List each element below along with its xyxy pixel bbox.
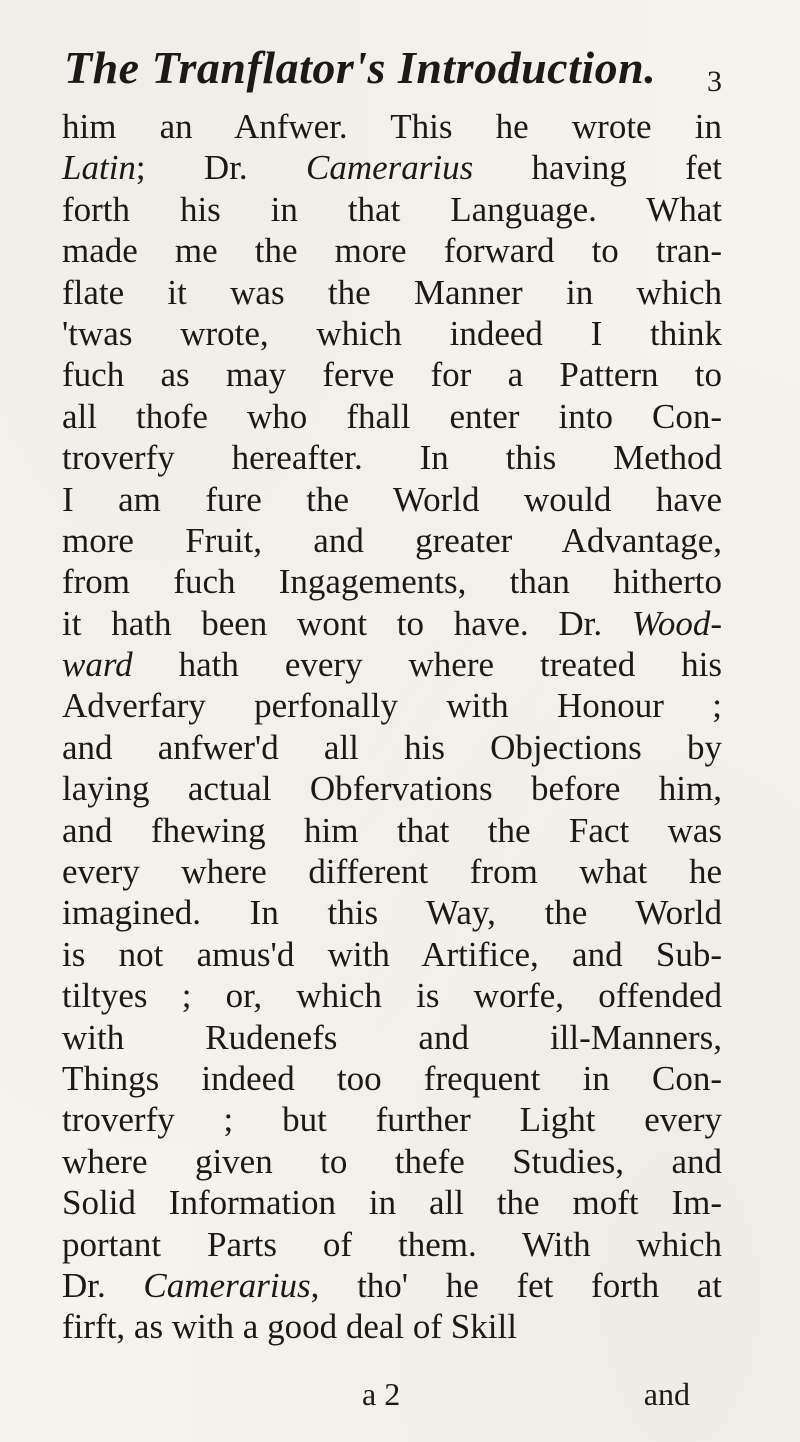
text-run: , tho' he fet forth at: [310, 1265, 723, 1305]
text-run: from fuch Ingagements, than hitherto: [62, 562, 722, 602]
text-run: flate it was the Manner in which: [62, 272, 722, 312]
text-run: Latin: [62, 148, 136, 188]
text-run: tiltyes ; or, which is worfe, offended: [62, 976, 722, 1016]
text-run: Solid Information in all the moft Im-: [62, 1183, 722, 1223]
text-run: 'twas wrote, which indeed I think: [62, 313, 722, 353]
running-head-title: The Tranflator's Introduction.: [64, 42, 657, 93]
text-line: [62, 561, 722, 602]
text-line: [62, 685, 722, 726]
text-run: troverfy hereafter. In this Method: [62, 438, 722, 478]
text-line: [62, 1182, 722, 1223]
text-run: Adverfary perfonally with Honour ;: [62, 686, 722, 726]
text-line: [62, 1306, 722, 1347]
text-run: I am fure the World would have: [62, 479, 722, 519]
text-run: him an Anfwer. This he wrote in: [62, 107, 722, 146]
text-line: [62, 1224, 722, 1265]
signature-mark: a 2: [362, 1376, 401, 1412]
text-line: [62, 479, 722, 520]
text-run: Camerarius: [305, 148, 474, 188]
text-run: ; Dr.: [135, 148, 306, 188]
text-line: [62, 727, 722, 768]
text-run: hath every where treated his: [132, 645, 722, 685]
text-run: firft, as with a good deal of Skill: [62, 1307, 517, 1347]
footer-line: [62, 1372, 722, 1416]
text-run: Wood-: [631, 603, 722, 643]
text-line: [62, 1141, 722, 1182]
text-run: Things indeed too frequent in Con-: [62, 1058, 722, 1098]
text-run: it hath been wont to have. Dr.: [62, 603, 632, 643]
text-line: [62, 603, 722, 644]
text-run: ward: [62, 645, 133, 685]
text-run: having fet: [473, 148, 722, 188]
text-run: portant Parts of them. With which: [62, 1224, 722, 1264]
text-line: [62, 810, 722, 851]
text-run: laying actual Obfervations before him,: [62, 769, 722, 809]
page-number: 3: [707, 65, 722, 98]
text-line: [62, 1099, 722, 1140]
text-run: with Rudenefs and ill-Manners,: [62, 1017, 722, 1057]
text-run: imagined. In this Way, the World: [62, 893, 722, 933]
text-line: [62, 934, 722, 975]
text-line: [62, 396, 722, 437]
text-line: [62, 437, 722, 478]
body-text: [62, 106, 722, 1348]
text-line: [62, 313, 722, 354]
text-run: all thofe who fhall enter into Con-: [62, 396, 722, 436]
text-line: [62, 354, 722, 395]
text-line: [62, 520, 722, 561]
text-line: [62, 768, 722, 809]
text-run: every where different from what he: [62, 852, 722, 892]
text-line: [62, 230, 722, 271]
text-run: fuch as may ferve for a Pattern to: [62, 355, 722, 395]
text-run: and fhewing him that the Fact was: [62, 810, 722, 850]
text-run: Camerarius: [143, 1265, 311, 1305]
running-head: [62, 38, 722, 98]
text-line: [62, 1265, 722, 1306]
text-run: made me the more forward to tran-: [62, 231, 722, 271]
text-run: and anfwer'd all his Objections by: [62, 727, 722, 767]
text-line: [62, 644, 722, 685]
text-run: forth his in that Language. What: [62, 189, 722, 229]
text-run: troverfy ; but further Light every: [62, 1100, 722, 1140]
text-line: [62, 1058, 722, 1099]
text-run: Dr.: [62, 1265, 144, 1305]
text-line: [62, 892, 722, 933]
text-line: [62, 851, 722, 892]
text-run: where given to thefe Studies, and: [62, 1141, 722, 1181]
text-line: [62, 1017, 722, 1058]
catchword: and: [643, 1376, 690, 1412]
text-line: [62, 106, 722, 147]
text-run: is not amus'd with Artifice, and Sub-: [62, 934, 722, 974]
text-line: [62, 272, 722, 313]
text-line: [62, 147, 722, 188]
text-run: more Fruit, and greater Advantage,: [62, 520, 722, 560]
text-line: [62, 975, 722, 1016]
text-line: [62, 189, 722, 230]
